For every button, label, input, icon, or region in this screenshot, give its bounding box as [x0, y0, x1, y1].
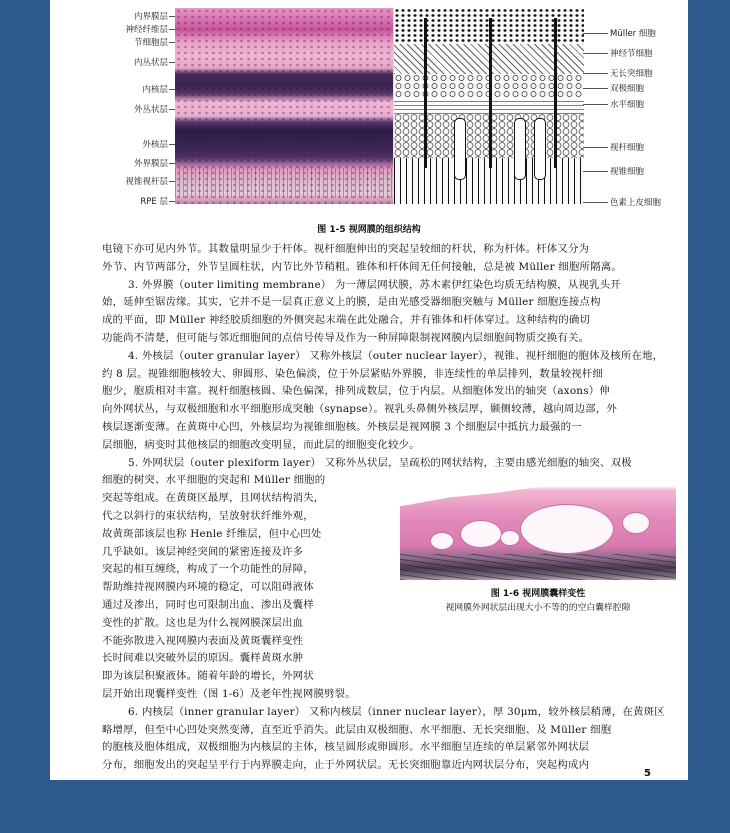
- body-line: 突起等组成。在黄斑区最厚，且网状结构消失，: [102, 492, 325, 505]
- body-line: 突起的相互缠绕，构成了一个功能性的屏障，: [102, 563, 314, 576]
- label-bipolar-cell: 双极细胞: [610, 84, 645, 94]
- body-line: 成的平面，即 Müller 神经胶质细胞的外侧突起末端在此处融合，并有锥体和杆体穿过。这种结构的确切: [102, 314, 591, 327]
- body-line: 5. 外网状层（outer plexiform layer） 又称外丛状层，呈疏松的网状结构，主要由感光细胞的轴突、双极: [128, 456, 632, 469]
- body-line: 层开始出现囊样变性（图 1-6）及老年性视网膜劈裂。: [102, 688, 356, 700]
- label-inner-plexiform-layer: 内丛状层: [133, 58, 168, 68]
- label-nerve-fiber-layer: 神经纤维层: [125, 25, 168, 35]
- figure-1-5-caption: 图 1-5 视网膜的组织结构: [317, 225, 421, 235]
- body-line: 约 8 层。视锥细胞核较大、卵圆形、染色偏淡，位于外层紧贴外界膜，非连续性的单层排列，数量较视杆细: [102, 367, 603, 380]
- body-line: 变性的扩散。这也是为什么视网膜深层出血: [102, 616, 304, 629]
- body-line: 通过及渗出，同时也可限制出血、渗出及囊样: [102, 599, 314, 611]
- label-ganglion-cell: 神经节细胞: [610, 49, 653, 59]
- label-photoreceptor-layer: 视锥视杆层: [125, 177, 168, 187]
- label-rpe-layer: RPE 层: [140, 197, 168, 207]
- label-horizontal-cell: 水平细胞: [610, 100, 645, 110]
- label-outer-nuclear-layer: 外核层: [142, 140, 168, 150]
- label-outer-plexiform-layer: 外丛状层: [133, 105, 168, 115]
- histology-micrograph: [175, 8, 393, 204]
- label-inner-nuclear-layer: 内核层: [142, 85, 168, 95]
- body-line: 电镜下亦可见内外节。其数量明显少于杆体。视杆细胞伸出的突起呈较细的杆状，称为杆体。杆体又分为: [102, 243, 590, 255]
- figure-1-6-subcaption: 视网膜外网状层出现大小不等的的空白囊样腔隙: [445, 603, 631, 614]
- body-line: 4. 外核层（outer granular layer） 又称外核层（outer nuclear layer），视锥、视杆细胞的胞体及核所在地，: [128, 349, 664, 362]
- body-line: 即为该层积聚液体。随着年龄的增长，外网状: [102, 670, 314, 683]
- body-line: 分布，细胞发出的突起呈平行于内界膜走向，止于外网状层。无长突细胞靠近内网状层分布，突起构成内: [102, 759, 590, 772]
- body-line: 故黄斑部该层也称 Henle 纤维层，但中心凹处: [102, 527, 322, 540]
- label-muller-cell: Müller 细胞: [610, 29, 656, 39]
- label-ganglion-cell-layer: 节细胞层: [133, 38, 168, 48]
- body-line: 长时间难以突破外层的原因。囊样黄斑水肿: [102, 652, 304, 665]
- page-number: 5: [644, 768, 651, 779]
- body-line: 3. 外界膜（outer limiting membrane） 为一薄层网状膜，苏木素伊红染色均质无结构膜，从视乳头开: [128, 278, 621, 291]
- body-line: 外节、内节两部分，外节呈圆柱状，内节比外节稍粗。锥体和杆体间无任何接触，总是被 Müller 细胞所隔离。: [102, 260, 622, 273]
- body-line: 层细胞，病变时其他核层的细胞改变明显，而此层的细胞变化较少。: [102, 438, 420, 451]
- book-page: [50, 0, 688, 780]
- label-pigment-epithelial-cell: 色素上皮细胞: [610, 198, 662, 208]
- body-line: 功能尚不清楚，但可能与邻近细胞间的点信号传导及作为一种屏障限制视网膜内层细胞间物质交换有关。: [102, 332, 590, 344]
- body-line: 细胞的树突、水平细胞的突起和 Müller 细胞的: [102, 474, 326, 487]
- label-amacrine-cell: 无长突细胞: [610, 69, 653, 79]
- figure-1-6-caption: 图 1-6 视网膜囊样变性: [490, 589, 586, 600]
- body-line: 帮助维持视网膜内环境的稳定，可以阻碍液体: [102, 581, 314, 594]
- body-line: 向外网状丛，与双极细胞和水平细胞形成突触（synapse）。视乳头鼻侧外核层厚，颞侧较薄，越向周边部，外: [102, 403, 617, 416]
- label-cone-cell: 视锥细胞: [610, 167, 645, 177]
- body-line: 代之以斜行的束状结构，呈放射状纤维外观，: [102, 510, 314, 522]
- label-rod-cell: 视杆细胞: [610, 143, 645, 153]
- body-line: 不能弥散进入视网膜内表面及黄斑囊样变性: [102, 634, 304, 647]
- figure-1-6-micrograph: [400, 476, 676, 580]
- body-line: 始，延伸至锯齿缘。其实，它并不是一层真正意义上的膜，是由光感受器细胞突触与 Müller 细胞连接点构: [102, 296, 601, 309]
- retina-schematic-drawing: [393, 8, 584, 204]
- label-outer-limiting-membrane: 外界膜层: [133, 159, 168, 169]
- body-line: 6. 内核层（inner granular layer） 又称内核层（inner nuclear layer），厚 30μm，较外核层稍薄，在黄斑区: [128, 705, 665, 718]
- body-line: 核层逐渐变薄。在黄斑中心凹，外核层均为视锥细胞核。外核层是视网膜 3 个细胞层中抵抗力最强的一: [102, 421, 582, 433]
- body-line: 胞少，胞质相对丰富。视杆细胞核圆、染色偏深，排列成数层，位于内层。从细胞体发出的轴突（axons）伸: [102, 385, 610, 398]
- body-line: 几乎缺如。该层神经突间的紧密连接及许多: [102, 545, 304, 558]
- body-line: 略增厚，但至中心凹处突然变薄，直至近乎消失。此层由双极细胞、水平细胞、无长突细胞、及 Müller 细胞: [102, 723, 612, 736]
- body-line: 的胞核及胞体组成，双极细胞为内核层的主体，核呈圆形或卵圆形。水平细胞呈连续的单层紧邻外网状层: [102, 741, 590, 754]
- figure-1-5: [50, 0, 688, 214]
- label-inner-limiting-membrane: 内界膜层: [133, 12, 168, 22]
